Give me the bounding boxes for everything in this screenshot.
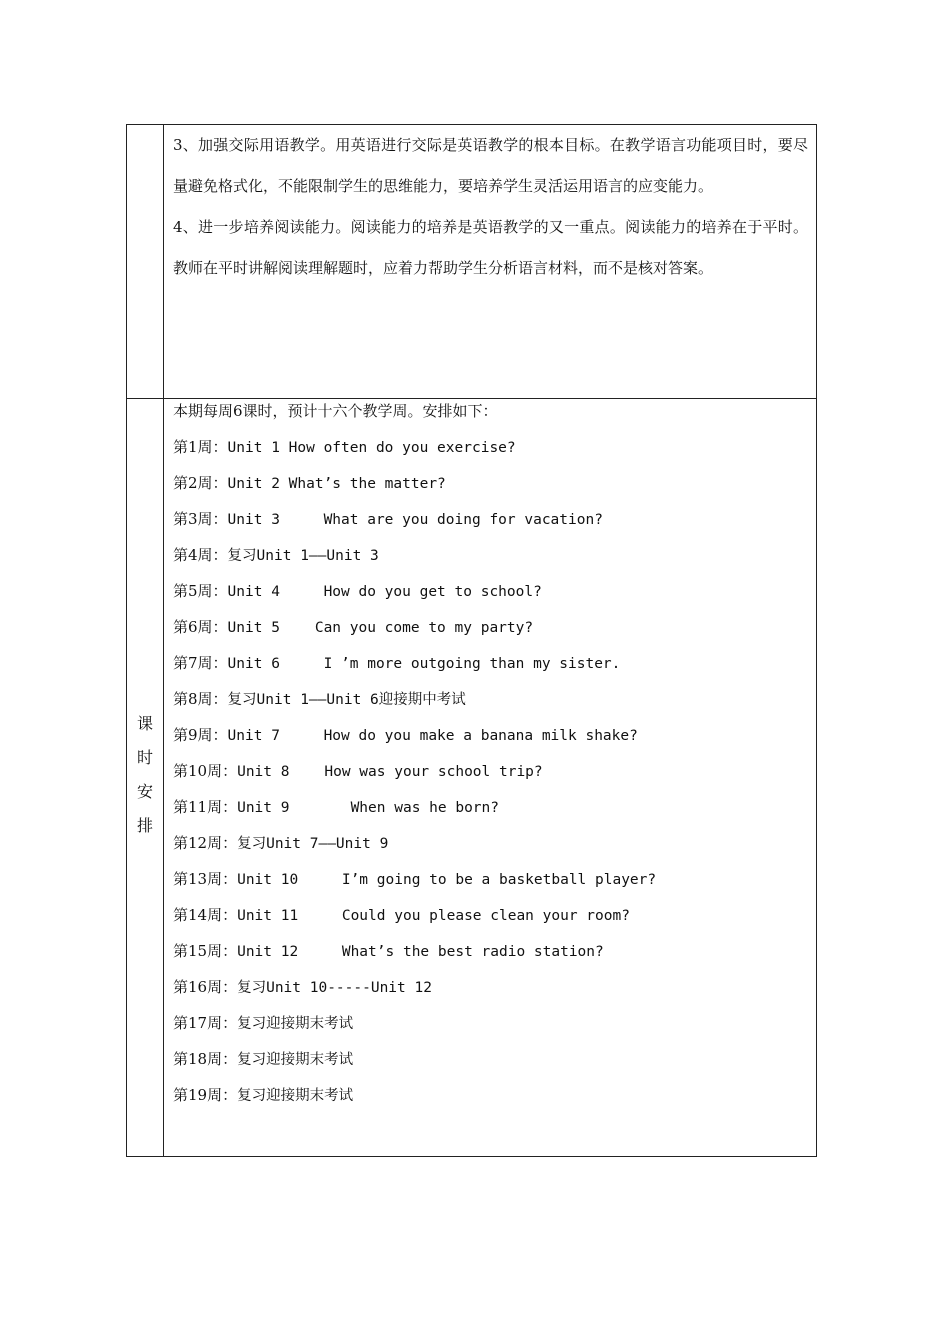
- week-line: [173, 1005, 816, 1041]
- week-line: [173, 861, 816, 897]
- week-line: [173, 609, 816, 645]
- week-line: [173, 1041, 816, 1077]
- week-line: [173, 573, 816, 609]
- week-line: [173, 897, 816, 933]
- schedule-label-char: 安: [136, 781, 153, 801]
- week-label: 第17周：: [173, 1014, 238, 1032]
- week-line: [173, 501, 816, 537]
- week-label: 第3周：: [173, 510, 228, 528]
- week-line: [173, 537, 816, 573]
- week-label: 第11周：: [173, 798, 238, 816]
- week-label: 第16周：: [173, 978, 238, 996]
- week-line: [173, 933, 816, 969]
- week-line: [173, 465, 816, 501]
- week-label: 第18周：: [173, 1050, 238, 1068]
- schedule-label-char: 排: [136, 815, 153, 835]
- schedule-label: [127, 399, 163, 1156]
- week-content: Unit 2 What’s the matter?: [227, 476, 446, 492]
- teaching-note-paragraph: 3、加强交际用语教学。用英语进行交际是英语教学的根本目标。在教学语言功能项目时，要尽量避免格式化，不能限制学生的思维能力，要培养学生灵活运用语言的应变能力。: [173, 136, 808, 195]
- week-content: Unit 6 I ’m more outgoing than my sister.: [227, 656, 621, 672]
- week-content: Unit 11 Could you please clean your room?: [237, 908, 630, 924]
- week-label: 第8周：: [173, 690, 228, 708]
- week-content: 复习迎接期末考试: [237, 1052, 354, 1068]
- schedule-label-char: 时: [136, 747, 153, 767]
- week-content: 复习Unit 1——Unit 3: [227, 548, 379, 564]
- week-label: 第6周：: [173, 618, 228, 636]
- schedule-row: [127, 399, 817, 1157]
- week-label: 第14周：: [173, 906, 238, 924]
- week-line: [173, 429, 816, 465]
- week-line: [173, 717, 816, 753]
- week-line: [173, 789, 816, 825]
- teaching-note-paragraph: 4、进一步培养阅读能力。阅读能力的培养是英语教学的又一重点。阅读能力的培养在于平时。教师在平时讲解阅读理解题时，应着力帮助学生分析语言材料，而不是核对答案。: [173, 218, 808, 277]
- week-content: 复习迎接期末考试: [237, 1088, 354, 1104]
- teaching-notes-cell: [164, 125, 817, 399]
- schedule-intro: 本期每周6课时，预计十六个教学周。安排如下：: [173, 402, 498, 420]
- week-content: Unit 9 When was he born?: [237, 800, 499, 816]
- week-label: 第12周：: [173, 834, 238, 852]
- week-content: 复习迎接期末考试: [237, 1016, 354, 1032]
- week-label: 第2周：: [173, 474, 228, 492]
- week-line: [173, 1077, 816, 1113]
- week-label: 第19周：: [173, 1086, 238, 1104]
- week-line: [173, 645, 816, 681]
- week-line: [173, 969, 816, 1005]
- teaching-plan-table: [126, 124, 817, 1157]
- schedule-label-cell: [127, 399, 164, 1157]
- teaching-notes-label-cell: [127, 125, 164, 399]
- week-label: 第9周：: [173, 726, 228, 744]
- week-content: Unit 10 I’m going to be a basketball player?: [237, 872, 657, 888]
- week-content: Unit 4 How do you get to school?: [227, 584, 542, 600]
- week-line: [173, 753, 816, 789]
- week-line: [173, 681, 816, 717]
- week-label: 第5周：: [173, 582, 228, 600]
- schedule-cell: [164, 399, 817, 1157]
- week-label: 第7周：: [173, 654, 228, 672]
- week-content: 复习Unit 7——Unit 9: [237, 836, 389, 852]
- week-content: Unit 12 What’s the best radio station?: [237, 944, 604, 960]
- week-label: 第13周：: [173, 870, 238, 888]
- week-label: 第10周：: [173, 762, 238, 780]
- week-line: [173, 825, 816, 861]
- schedule-label-char: 课: [136, 713, 153, 733]
- week-label: 第1周：: [173, 438, 228, 456]
- week-content: 复习Unit 1——Unit 6迎接期中考试: [227, 692, 466, 708]
- week-content: 复习Unit 10-----Unit 12: [237, 980, 432, 996]
- week-content: Unit 8 How was your school trip?: [237, 764, 543, 780]
- week-content: Unit 3 What are you doing for vacation?: [227, 512, 603, 528]
- week-label: 第15周：: [173, 942, 238, 960]
- week-content: Unit 5 Can you come to my party?: [227, 620, 534, 636]
- teaching-notes-row: [127, 125, 817, 399]
- week-label: 第4周：: [173, 546, 228, 564]
- week-content: Unit 7 How do you make a banana milk shake?: [227, 728, 638, 744]
- week-content: Unit 1 How often do you exercise?: [227, 440, 516, 456]
